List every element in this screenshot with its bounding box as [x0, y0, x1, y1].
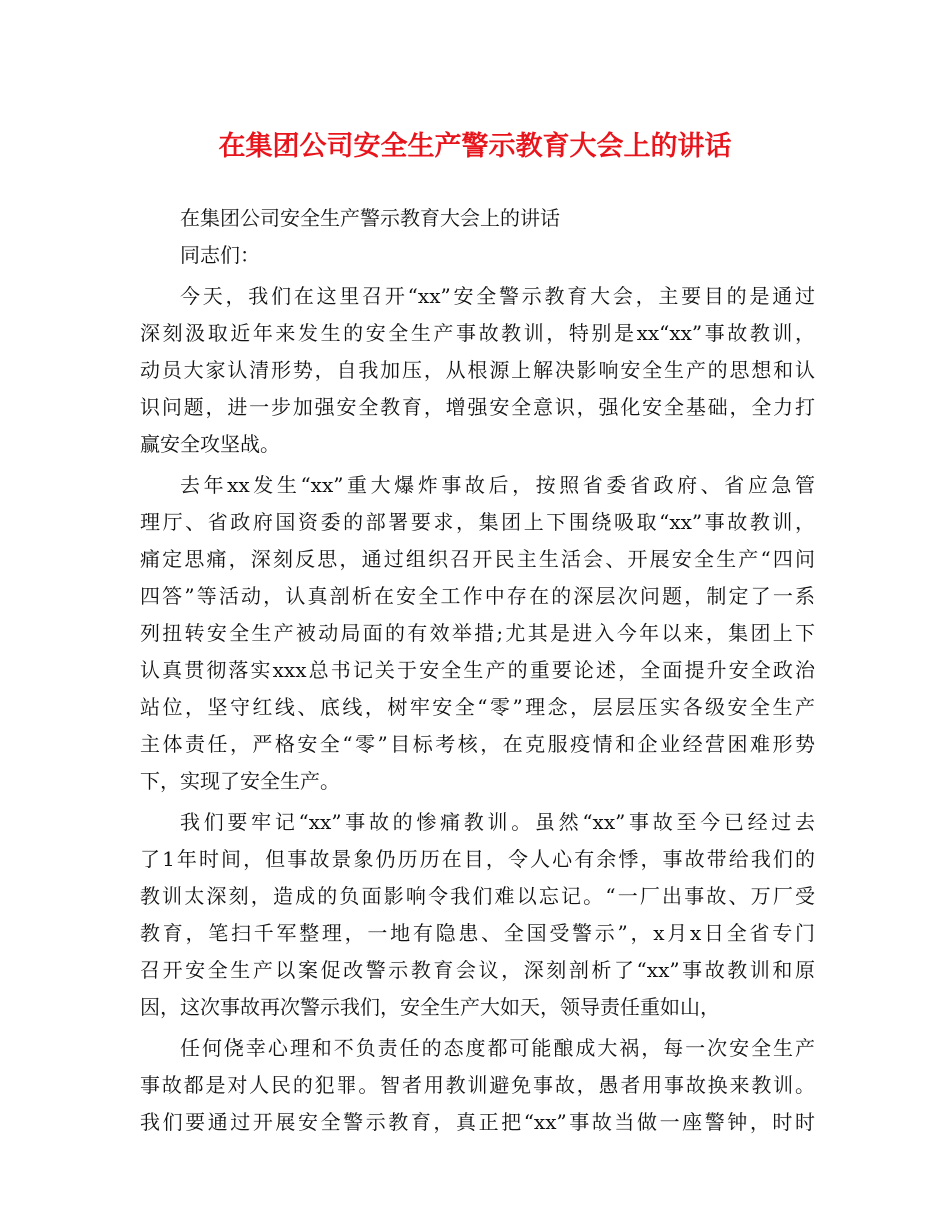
text-line: 理厅、省政府国资委的部署要求，集团上下围绕吸取“xx”事故教训， — [140, 510, 815, 534]
text-line: 我们要通过开展安全警示教育，真正把“xx”事故当做一座警钟，时时 — [140, 1110, 815, 1134]
text-line: 下，实现了安全生产。 — [140, 769, 340, 793]
text-line: 了1年时间，但事故景象仍历历在目，令人心有余悸，事故带给我们的 — [140, 847, 815, 871]
text-line: 识问题，进一步加强安全教育，增强安全意识，强化安全基础，全力打 — [140, 395, 815, 419]
text-line: 在集团公司安全生产警示教育大会上的讲话 — [180, 206, 560, 230]
text-line: 召开安全生产以案促改警示教育会议，深刻剖析了“xx”事故教训和原 — [140, 958, 815, 982]
text-line: 任何侥幸心理和不负责任的态度都可能酿成大祸，每一次安全生产 — [180, 1036, 815, 1060]
text-line: 赢安全攻坚战。 — [140, 432, 280, 456]
text-line: 去年xx发生“xx”重大爆炸事故后，按照省委省政府、省应急管 — [180, 473, 815, 497]
text-line: 站位，坚守红线、底线，树牢安全“零”理念，层层压实各级安全生产 — [140, 695, 815, 719]
text-line: 同志们： — [180, 243, 260, 267]
text-line: 因，这次事故再次警示我们，安全生产大如天，领导责任重如山， — [140, 995, 720, 1019]
text-line: 认真贯彻落实xxx总书记关于安全生产的重要论述，全面提升安全政治 — [140, 658, 815, 682]
text-line: 痛定思痛，深刻反思，通过组织召开民主生活会、开展安全生产“四问 — [140, 547, 815, 571]
text-line: 动员大家认清形势，自我加压，从根源上解决影响安全生产的思想和认 — [140, 358, 815, 382]
document-body — [140, 200, 815, 1141]
text-line: 我们要牢记“xx”事故的惨痛教训。虽然“xx”事故至今已经过去 — [180, 810, 815, 834]
text-line: 主体责任，严格安全“零”目标考核，在克服疫情和企业经营困难形势 — [140, 732, 815, 756]
text-line: 四答”等活动，认真剖析在安全工作中存在的深层次问题，制定了一系 — [140, 584, 815, 608]
document-title: 在集团公司安全生产警示教育大会上的讲话 — [218, 131, 732, 162]
text-line: 教育，笔扫千军整理，一地有隐患、全国受警示”，x月x日全省专门 — [140, 921, 815, 945]
text-line: 深刻汲取近年来发生的安全生产事故教训，特别是xx“xx”事故教训， — [140, 321, 815, 345]
text-line: 今天，我们在这里召开“xx”安全警示教育大会，主要目的是通过 — [180, 284, 815, 308]
text-line: 事故都是对人民的犯罪。智者用教训避免事故，愚者用事故换来教训。 — [140, 1073, 815, 1097]
text-line: 教训太深刻，造成的负面影响令我们难以忘记。“一厂出事故、万厂受 — [140, 884, 815, 908]
text-line: 列扭转安全生产被动局面的有效举措;尤其是进入今年以来，集团上下 — [140, 621, 815, 645]
